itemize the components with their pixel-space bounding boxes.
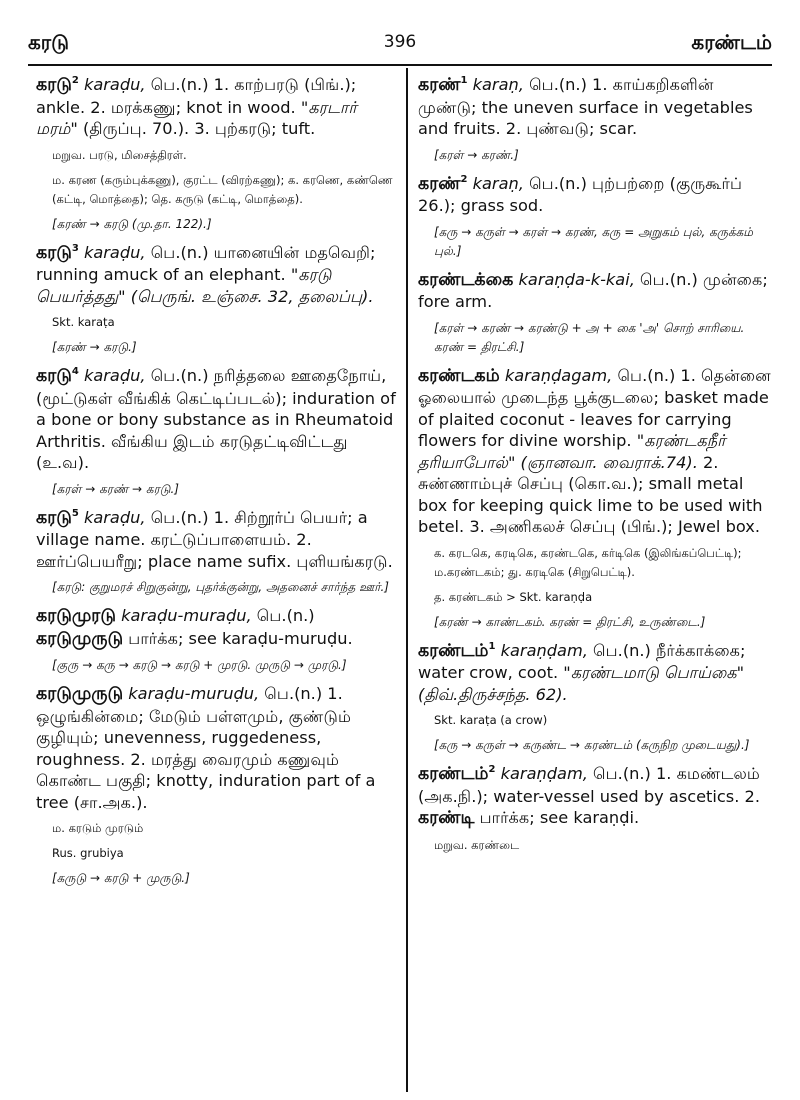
quotation: "கரடார் மரம்" [36,97,357,138]
synonyms: மறுவ. பரடு, மிசைத்திரள். [52,147,187,162]
synonyms: மறுவ. கரண்டை [434,837,520,852]
definition: பெ.(n.) புற்பற்றை (குருகூர்ப் 26.); grass sod. [418,173,742,215]
headword: கரண்டம்$^1$ [418,640,496,661]
etymology: [கரள் → கரண் → கரடு.] [52,481,179,496]
entry-karan-2 [418,173,776,261]
right-column [418,74,776,863]
russian-note: Rus. grubiya [52,846,124,860]
romanization: karaṇḍa-k-kai, [518,269,635,289]
entry-karanda-k-kai [418,269,776,357]
header-rule [28,64,772,66]
definition-cont: 2. சுண்ணாம்புச் செப்பு (கொ.வ.); small metal box for keeping quick lime to be used with betel. 3. அணிகலச் செப்பு (பிங்.); Jewel box. [418,452,763,536]
left-column [36,74,396,896]
headword: கரண்டம்$^2$ [418,764,496,784]
headword: கரடு$^4$ [36,366,79,386]
definition-cont: பார்க்க; see karaḍu-muruḍu. [123,628,353,648]
etymology: [கரண் → கரடு.] [52,340,137,354]
etymology: [கரள் → கரண் → கரண்டு + அ + கை 'அ' சொற் சாரியை. கரண் = திரட்சி.] [434,320,745,354]
definition: பெ.(n.) 1. காய்கறிகளின் முண்டு; the uneven surface in vegetables and fruits. 2. புண்வடு; scar. [418,75,753,138]
header-left-word: கரடு [28,30,69,54]
definition: பெ.(n.) நரித்தலை ஊதைநோய், (மூட்டுகள் வீங்கிக் கெட்டிப்படல்); induration of a bone or bony substance as in Rheumatoid Arthritis. வீங்கிய இடம் கரடுதட்டிவிட்டது (உ.வ). [36,366,396,472]
definition: பெ.(n.) [251,606,315,625]
column-divider [406,68,408,1092]
entry-karan-1 [418,74,776,165]
headword: கரடுமுருடு [36,684,124,704]
entry-karandagam [418,365,776,632]
romanization: karaḍu, [83,507,146,527]
definition: பெ.(n.) யானையின் மதவெறி; running amuck of an elephant. [36,242,376,284]
romanization: karaḍu-muruḍu, [128,684,260,703]
sanskrit-note: த. கரண்டகம் > Skt. karaṇḍa [434,589,593,604]
quotation: "கரடு பெயர்த்தது" (பெருங். உஞ்சை. 32, தலைப்பு). [36,265,374,306]
definition-cont: பார்க்க; see karaṇḍi. [474,808,640,827]
headword: கரண்டகம் [418,365,500,386]
entry-karadu-4 [36,365,396,499]
etymology: [கருடு → கரடு + முருடு.] [52,871,190,885]
entry-karandam-1 [418,640,776,756]
etymology: [கரள் → கரண்.] [434,147,519,162]
headword: கரடு$^2$ [36,75,79,95]
cognates: க. கரடகெ, கரடிகெ, கரண்டகெ, கர்டிகெ (இலிங்கப்பெட்டி); ம.கரண்டகம்; து. கரடிகெ (சிறுபெட்டி). [434,545,742,579]
etymology: [கரு → கருள் → கருண்ட → கரண்டம் (கருநிற முடையது).] [434,738,750,752]
etymology: [கரடு: குறுமரச் சிறுகுன்று, புதர்க்குன்று, அதனைச் சார்ந்த ஊர்.] [52,580,389,594]
entry-karandam-2 [418,763,776,855]
etymology: [கரண் → கரடு (மு.தா. 122).] [52,216,212,231]
entry-karadu-2 [36,74,396,234]
etymology: [கரண் → காண்டகம். கரண் = திரட்சி, உருண்டை.] [434,614,706,629]
cross-ref-headword: கரண்டி [418,808,475,828]
definition: பெ.(n.) 1. சிற்றூர்ப் பெயர்; a village name. கரட்டுப்பாளையம். 2. ஊர்ப்பெயரீறு; place name sufix. புளியங்கரடு. [36,507,393,571]
sanskrit-note: Skt. karaṭa (a crow) [434,713,548,727]
quotation: "கரண்டகநீர் தரியாபோல்" (ஞானவா. வைராக்.74). [418,431,726,472]
definition: பெ.(n.) 1. காற்பரடு (பிங்.); ankle. 2. மரக்கணு; knot in wood. [36,75,357,117]
romanization: karaṇḍam, [500,640,588,660]
page-number: 396 [383,32,417,52]
cognates: ம. கரடும் முரடும் [52,821,144,835]
header-right-word: கரண்டம் [691,30,772,54]
definition: பெ.(n.) 1. தென்னை ஓலையால் முடைந்த பூக்குடலை; basket made of plaited coconut - leaves for carrying flowers for divine worship. [418,365,771,450]
entry-karadu-muradu [36,605,396,675]
romanization: karaṇḍagam, [504,365,613,385]
headword: கரண்டக்கை [418,269,514,290]
definition: பெ.(n.) 1. கமண்டலம் (அக.நி.); water-vessel used by ascetics. 2. [418,764,760,806]
headword: கரடு$^3$ [36,242,79,263]
romanization: karaṇ, [472,173,524,193]
definition-cont: (திருப்பு. 70.). 3. புற்கரடு; tuft. [77,119,316,138]
headword: கரண்$^1$ [418,75,468,95]
cognates: ம. கரண (கரும்புக்கணு), குரட்ட (விரற்கணு); க. கரணெ, கண்ணெ (கட்டி, மொத்தை); தெ. கருடு (கட்டி, மொத்தை). [52,172,393,206]
page-header [28,30,772,60]
romanization: karaṇ, [472,75,524,94]
sanskrit-note: Skt. karaṭa [52,315,115,329]
definition: பெ.(n.) முன்கை; fore arm. [418,269,768,311]
romanization: karaṇḍam, [500,764,588,783]
cross-ref-headword: கரடுமுருடு [36,628,124,649]
romanization: karaḍu-muraḍu, [121,606,252,625]
definition: பெ.(n.) 1. ஒழுங்கின்மை; மேடும் பள்ளமும், குண்டும் குழியும்; unevenness, ruggedeness, roughness. 2. மரத்து வைரமும் கணுவும் கொண்ட பகுதி; knotty, induration part of a tree (சா.அக.). [36,684,376,812]
definition: பெ.(n.) நீர்க்காக்கை; water crow, coot. [418,640,746,682]
romanization: karaḍu, [83,242,146,262]
headword: கரடுமுரடு [36,606,116,626]
entry-karadu-5 [36,507,396,598]
headword: கரண்$^2$ [418,173,468,194]
entry-karadu-3 [36,242,396,358]
etymology: [கரு → கருள் → கரள் → கரண், கரு = அறுகம் புல், கருக்கம் புல்.] [434,224,753,258]
headword: கரடு$^5$ [36,507,79,528]
quotation: "கரண்டமாடு பொய்கை" (திவ்.திருச்சந்த. 62). [418,663,745,704]
entry-karadu-murudu [36,683,396,888]
romanization: karaḍu, [83,366,146,385]
etymology: [குரு → கரு → கரடு → கரடு + முரடு. முருடு → முரடு.] [52,658,347,672]
romanization: karaḍu, [83,75,146,94]
